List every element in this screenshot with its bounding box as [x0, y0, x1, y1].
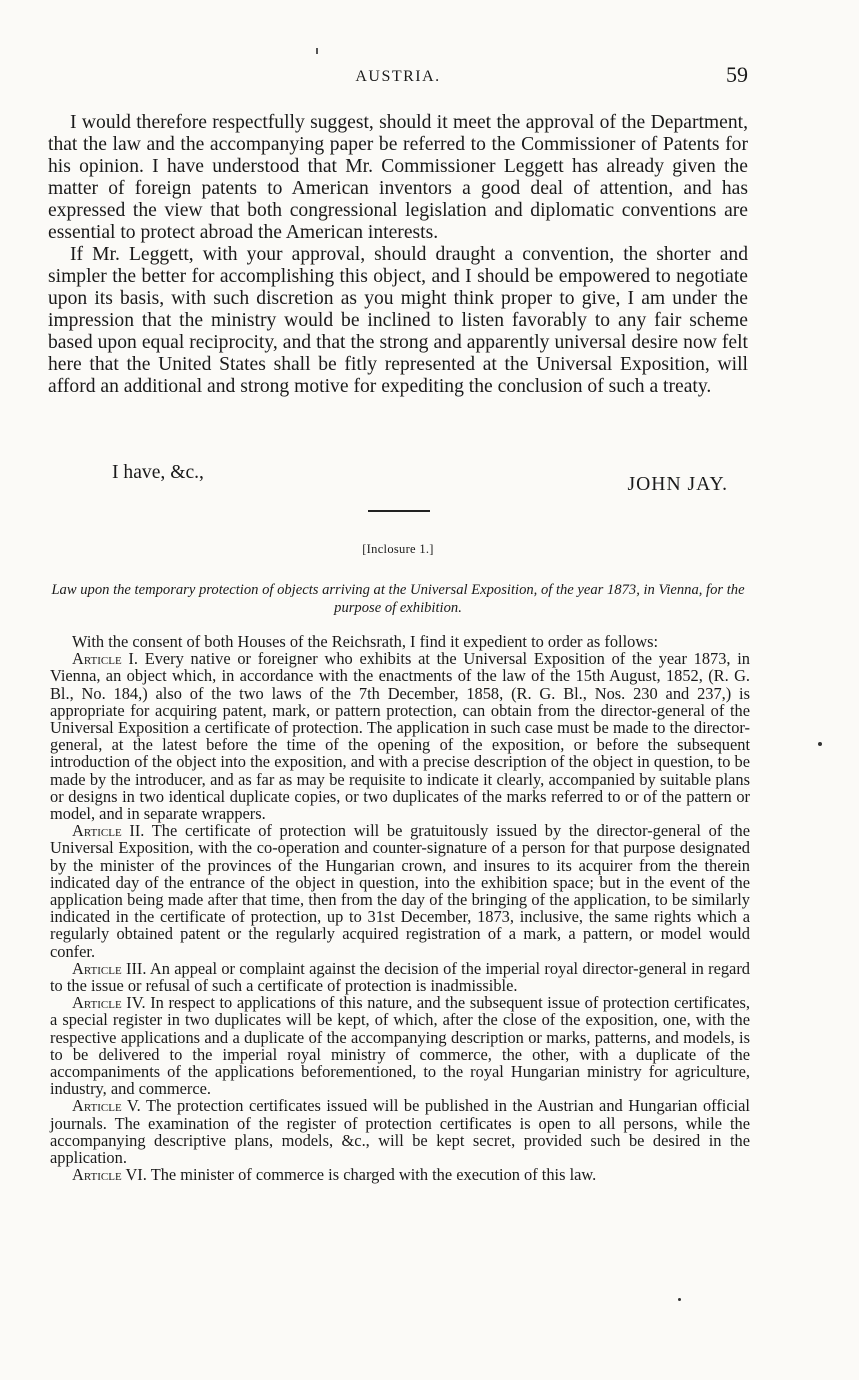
- print-speck: [316, 48, 318, 54]
- article-label: Article I.: [72, 649, 138, 669]
- article-label: Article II.: [72, 821, 145, 841]
- signature: JOHN JAY.: [627, 474, 728, 495]
- print-speck: [678, 1298, 681, 1301]
- law-article: [50, 650, 750, 822]
- article-label: Article IV.: [72, 993, 146, 1013]
- article-text: The protection certificates issued will be published in the Austrian and Hungarian official journals. The examination of the register of protection certificates is open to all persons, while the accompanying descriptive plans, models, &c., will be kept secret, provided such be desired in the application.: [50, 1096, 750, 1168]
- article-label: Article III.: [72, 958, 147, 978]
- law-article: [50, 822, 750, 960]
- law-article: [50, 994, 750, 1097]
- closing-phrase: I have, &c.,: [112, 462, 204, 483]
- letter-paragraph: If Mr. Leggett, with your approval, should draught a convention, the shorter and simpler the better for accomplishing this object, and I should be empowered to negotiate upon its basis, with such discretion as you might think proper to give, I am under the impression that the ministry would be inclined to listen favorably to any fair scheme based upon equal reciprocity, and that the strong and apparently universal desire now felt here that the United States shall be fitly represented at the Universal Exposition, will afford an additional and strong motive for expediting the conclusion of such a treaty.: [48, 244, 748, 397]
- article-text: An appeal or complaint against the decision of the imperial royal director-general in regard to the issue or refusal of such a certificate of protection is inadmissible.: [50, 958, 750, 996]
- page-number: 59: [726, 62, 748, 87]
- print-speck: [818, 742, 822, 746]
- article-label: Article V.: [72, 1096, 141, 1116]
- law-article: [50, 1097, 750, 1166]
- letter-body: [48, 112, 748, 398]
- article-text: The minister of commerce is charged with the execution of this law.: [150, 1165, 597, 1185]
- page-header: [48, 62, 748, 92]
- law-preamble: With the consent of both Houses of the Reichsrath, I find it expedient to order as follows:: [72, 632, 659, 651]
- article-label: Article VI.: [72, 1165, 147, 1185]
- article-text: In respect to applications of this nature, and the subsequent issue of protection certificates, a special register in two duplicates will be kept, of which, after the close of the exposition, one, with the respective applications and a duplicate of the accompanying description or marks, patterns, and models, is to be delivered to the imperial royal ministry of commerce, the other, with a duplicate of the accompaniments of the applications beforementioned, to the royal Hungarian ministry for agriculture, industry, and commerce.: [50, 993, 750, 1099]
- article-text: Every native or foreigner who exhibits at the Universal Exposition of the year 1873, in Vienna, an object which, in accordance with the enactments of the law of the 15th August, 1852, (R. G. Bl., No. 184,) also of the two laws of the 7th December, 1858, (R. G. Bl., Nos. 230 and 237,) is appropriate for acquiring patent, mark, or pattern protection, can obtain from the director-general of the Universal Exposition a certificate of protection. The application in such case must be made to the director-general, at the latest before the time of the opening of the exposition, or before the subsequent introduction of the object into the exposition, and with a precise description of the object in question, to be made by the introducer, and as far as may be requisite to indicate it clearly, accompanied by suitable plans or designs in two identical duplicate copies, or two duplicates of the marks referred to or of the pattern or model, and in separate wrappers.: [50, 649, 750, 824]
- law-article: [50, 960, 750, 994]
- running-title: AUSTRIA.: [355, 68, 441, 85]
- law-text: [50, 633, 750, 1184]
- law-article: [50, 1166, 750, 1183]
- article-text: The certificate of protection will be gratuitously issued by the director-general of the Universal Exposition, with the co-operation and counter-signature of a person for that purpose designated by the minister of the provinces of the Hungarian crown, and insures to its acquirer from the therein indicated day of the entrance of the object in question, into the exhibition space; but in the event of the application being made after that time, then from the day of the bringing of the application, to be similarly indicated in the certificate of protection, up to 31st December, 1873, inclusive, the same rights which a regularly obtained patent or the regularly acquired registration of a mark, a pattern, or model would confer.: [50, 821, 750, 961]
- section-divider: [368, 510, 430, 512]
- letter-paragraph: I would therefore respectfully suggest, should it meet the approval of the Department, that the law and the accompanying paper be referred to the Commissioner of Patents for his opinion. I have understood that Mr. Commissioner Leggett has already given the matter of foreign patents to American inventors a good deal of attention, and has expressed the view that both congressional legislation and diplomatic conventions are essential to protect abroad the American interests.: [48, 112, 748, 243]
- inclosure-label: [Inclosure 1.]: [362, 542, 434, 556]
- law-title: Law upon the temporary protection of objects arriving at the Universal Exposition, of the year 1873, in Vienna, for the purpose of exhibition.: [51, 582, 745, 616]
